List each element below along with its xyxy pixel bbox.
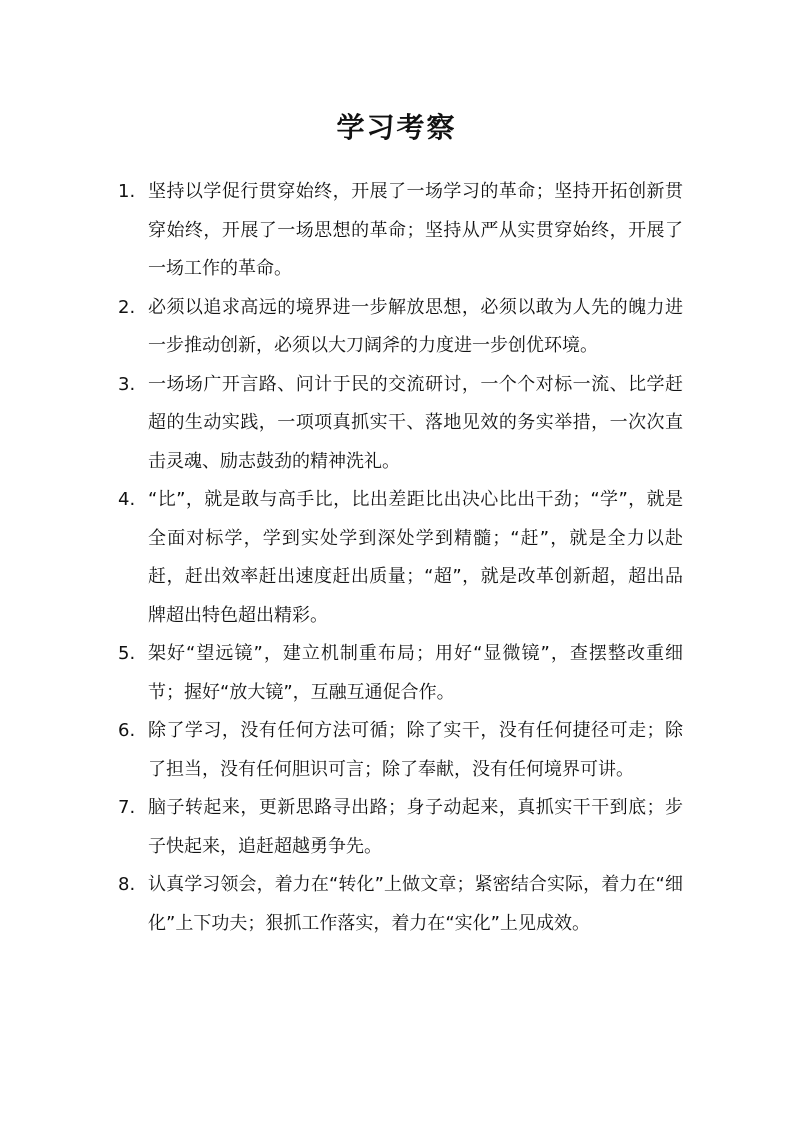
list-item-number: 5.	[118, 643, 136, 664]
list-item	[118, 481, 683, 635]
list-item-number: 7.	[118, 797, 136, 818]
list-item	[118, 712, 683, 789]
list-item	[118, 789, 683, 866]
numbered-list	[118, 173, 683, 943]
list-item-text: 必须以追求高远的境界进一步解放思想，必须以敢为人先的魄力进一步推动创新，必须以大刀阔斧的力度进一步创优环境。	[148, 296, 683, 356]
list-item-number: 8.	[118, 874, 136, 895]
list-item	[118, 289, 683, 366]
list-item	[118, 635, 683, 712]
list-item-number: 3.	[118, 373, 136, 395]
list-item-text: 一场场广开言路、问计于民的交流研讨，一个个对标一流、比学赶超的生动实践，一项项真抓实干、落地见效的务实举措，一次次直击灵魂、励志鼓劲的精神洗礼。	[148, 373, 683, 472]
list-item-number: 1.	[118, 181, 136, 202]
list-item-text: 除了学习，没有任何方法可循；除了实干，没有任何捷径可走；除了担当，没有任何胆识可言；除了奉献，没有任何境界可讲。	[148, 720, 683, 780]
list-item	[118, 866, 683, 943]
list-item-text: 架好“望远镜”，建立机制重布局；用好“显微镜”，查摆整改重细节；握好“放大镜”，互融互通促合作。	[148, 643, 683, 703]
list-item-text: 脑子转起来，更新思路寻出路；身子动起来，真抓实干干到底；步子快起来，追赶超越勇争先。	[148, 797, 683, 857]
list-item-number: 4.	[118, 489, 136, 510]
page-title: 学习考察	[336, 111, 457, 144]
list-item-number: 6.	[118, 720, 136, 741]
list-item	[118, 173, 683, 289]
list-item-text: 坚持以学促行贯穿始终，开展了一场学习的革命；坚持开拓创新贯穿始终，开展了一场思想的革命；坚持从严从实贯穿始终，开展了一场工作的革命。	[148, 181, 683, 279]
list-item-text: “比”，就是敢与高手比，比出差距比出决心比出干劲；“学”，就是全面对标学，学到实处学到深处学到精髓；“赶”，就是全力以赴赶，赶出效率赶出速度赶出质量；“超”，就是改革创新超，超出品牌超出特色超出精彩。	[148, 489, 683, 626]
list-item	[118, 366, 683, 482]
list-item-number: 2.	[118, 296, 136, 318]
list-item-text: 认真学习领会，着力在“转化”上做文章；紧密结合实际，着力在“细化”上下功夫；狠抓工作落实，着力在“实化”上见成效。	[148, 874, 683, 934]
